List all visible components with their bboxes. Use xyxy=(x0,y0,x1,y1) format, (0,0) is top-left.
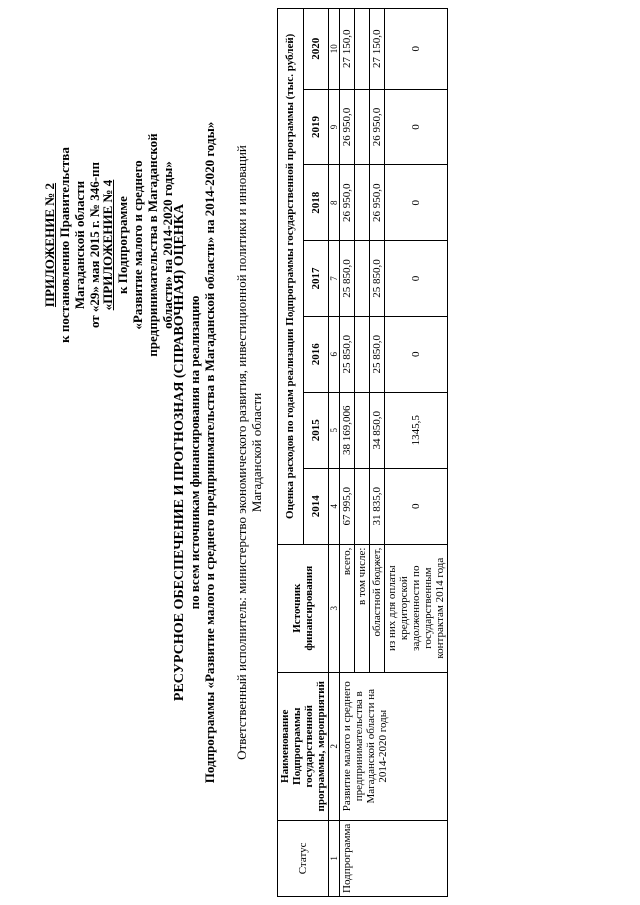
column-numbers-row xyxy=(329,9,340,897)
header-estimate: Оценка расходов по годам реализации Подпрограммы государственной программы (тыс. рублей) xyxy=(278,9,304,545)
appendix-line: предпринимательства в Магаданской xyxy=(145,133,160,357)
appendix-line: к Подпрограмме xyxy=(115,196,130,294)
appendix-subprogram-block xyxy=(100,85,175,405)
responsible-line: Магаданской области xyxy=(249,392,264,513)
appendix-line: области» на 2014-2020 годы» xyxy=(160,161,175,329)
value-cell: 34 850,0 xyxy=(370,392,385,468)
header-source: Источник финансирования xyxy=(278,544,329,672)
value-cell xyxy=(355,241,370,317)
header-year: 2020 xyxy=(303,9,329,90)
source-cell: в том числе: xyxy=(355,544,370,672)
header-status: Статус xyxy=(278,820,329,896)
value-cell: 25 850,0 xyxy=(370,241,385,317)
document-title xyxy=(172,0,217,905)
column-number: 8 xyxy=(329,165,340,241)
title-line: по всем источникам финансирования на реализацию xyxy=(187,295,202,610)
column-number: 10 xyxy=(329,9,340,90)
header-year: 2019 xyxy=(303,89,329,165)
column-number: 9 xyxy=(329,89,340,165)
status-cell: Подпрограмма xyxy=(340,820,448,896)
value-cell: 27 150,0 xyxy=(370,9,385,90)
appendix-line: от «29» мая 2015 г. № 346-пп xyxy=(87,161,102,329)
appendix-line: Магаданской области xyxy=(72,180,87,310)
value-cell xyxy=(355,89,370,165)
value-cell: 25 850,0 xyxy=(340,241,355,317)
value-cell: 26 950,0 xyxy=(340,165,355,241)
column-number: 2 xyxy=(329,672,340,820)
title-line: РЕСУРСНОЕ ОБЕСПЕЧЕНИЕ И ПРОГНОЗНАЯ (СПРАВОЧНАЯ) ОЦЕНКА xyxy=(172,203,187,702)
source-cell: областной бюджет, xyxy=(370,544,385,672)
appendix-title: «ПРИЛОЖЕНИЕ № 4 xyxy=(100,179,115,311)
resource-table xyxy=(277,8,448,897)
header-year: 2018 xyxy=(303,165,329,241)
value-cell: 1345,5 xyxy=(385,392,448,468)
source-cell: из них для оплаты кредиторской задолженности по государственным контрактам 2014 года xyxy=(385,544,448,672)
appendix-title: ПРИЛОЖЕНИЕ № 2 xyxy=(42,182,57,308)
header-year: 2015 xyxy=(303,392,329,468)
header-year: 2016 xyxy=(303,316,329,392)
column-number: 1 xyxy=(329,820,340,896)
column-number: 7 xyxy=(329,241,340,317)
value-cell: 67 995,0 xyxy=(340,468,355,544)
program-name-cell: Развитие малого и среднего предпринимательства в Магаданской области на 2014-2020 годы xyxy=(340,672,448,820)
header-name: Наименование Подпрограммы государственной программы, мероприятий xyxy=(278,672,329,820)
value-cell: 0 xyxy=(385,89,448,165)
column-number: 3 xyxy=(329,544,340,672)
header-year: 2014 xyxy=(303,468,329,544)
value-cell xyxy=(355,9,370,90)
value-cell: 0 xyxy=(385,468,448,544)
table-row xyxy=(340,9,355,897)
value-cell: 26 950,0 xyxy=(370,89,385,165)
header-year: 2017 xyxy=(303,241,329,317)
source-cell: всего, xyxy=(340,544,355,672)
value-cell xyxy=(355,392,370,468)
value-cell: 0 xyxy=(385,165,448,241)
appendix-line: к постановлению Правительства xyxy=(57,147,72,343)
value-cell: 31 835,0 xyxy=(370,468,385,544)
responsible-line: Ответственный исполнитель: министерство экономического развития, инвестиционной политики и инноваций xyxy=(234,145,249,760)
column-number: 6 xyxy=(329,316,340,392)
column-number: 4 xyxy=(329,468,340,544)
value-cell: 27 150,0 xyxy=(340,9,355,90)
value-cell: 0 xyxy=(385,316,448,392)
column-number: 5 xyxy=(329,392,340,468)
value-cell: 0 xyxy=(385,9,448,90)
title-line: Подпрограммы «Развитие малого и среднего предпринимательства в Магаданской области» на 2014-2020 годы» xyxy=(202,121,217,784)
value-cell: 25 850,0 xyxy=(340,316,355,392)
value-cell: 26 950,0 xyxy=(370,165,385,241)
value-cell: 38 169,006 xyxy=(340,392,355,468)
value-cell: 25 850,0 xyxy=(370,316,385,392)
responsible-executor xyxy=(234,60,264,845)
value-cell: 26 950,0 xyxy=(340,89,355,165)
value-cell xyxy=(355,165,370,241)
appendix-line: «Развитие малого и среднего xyxy=(130,160,145,330)
appendix-attachment-block xyxy=(42,85,102,405)
value-cell xyxy=(355,468,370,544)
value-cell xyxy=(355,316,370,392)
value-cell: 0 xyxy=(385,241,448,317)
